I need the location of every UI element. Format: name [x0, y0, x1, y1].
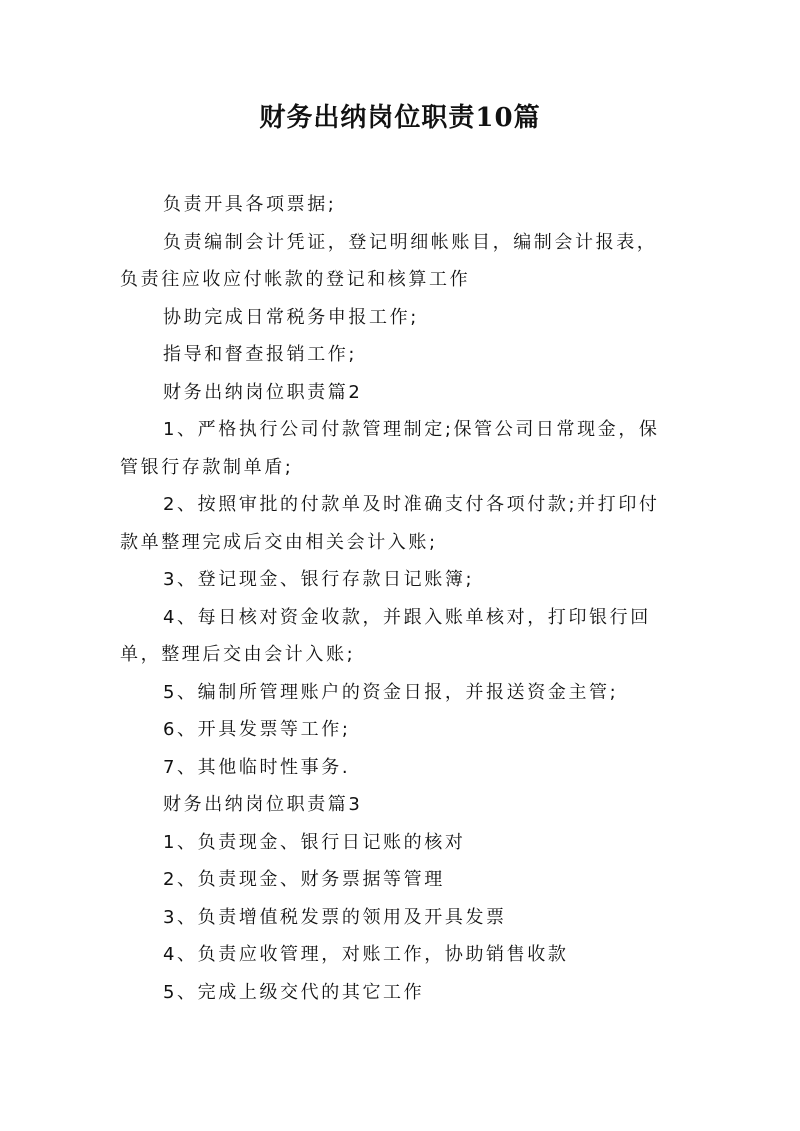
document-title: 财务出纳岗位职责10篇 [259, 103, 541, 133]
paragraph [120, 186, 685, 224]
list-item [120, 711, 685, 749]
paragraph-line: 6、开具发票等工作; [163, 719, 351, 740]
paragraph-line: 财务出纳岗位职责篇3 [163, 794, 363, 815]
paragraph-line: 3、登记现金、银行存款日记账簿; [163, 569, 475, 590]
list-item [120, 974, 685, 1012]
paragraph-line: 1、负责现金、银行日记账的核对 [163, 831, 466, 853]
paragraph [120, 299, 685, 337]
list-item [120, 861, 685, 899]
paragraph-line: 财务出纳岗位职责篇2 [163, 381, 363, 403]
section-heading [120, 374, 685, 412]
paragraph [120, 336, 685, 374]
section-heading [120, 786, 685, 824]
paragraph-line: 7、其他临时性事务. [163, 756, 351, 778]
list-item [120, 936, 685, 974]
paragraph-line: 款单整理完成后交由相关会计入账; [120, 531, 438, 553]
paragraph-line: 1、严格执行公司付款管理制定;保管公司日常现金，保 [163, 419, 660, 440]
paragraph-line: 3、负责增值税发票的领用及开具发票 [163, 906, 507, 928]
list-item [120, 674, 685, 712]
list-item [120, 411, 685, 486]
paragraph-line: 2、负责现金、财务票据等管理 [163, 869, 445, 890]
paragraph-line: 4、负责应收管理，对账工作，协助销售收款 [163, 944, 569, 965]
paragraph-line: 单，整理后交由会计入账; [120, 644, 356, 665]
paragraph-line: 负责开具各项票据; [163, 194, 337, 215]
paragraph-line: 负责编制会计凭证，登记明细帐账目，编制会计报表， [163, 231, 658, 253]
list-item [120, 899, 685, 937]
paragraph-line: 协助完成日常税务申报工作; [163, 306, 419, 328]
document-body [120, 186, 685, 1011]
paragraph-line: 5、编制所管理账户的资金日报，并报送资金主管; [163, 681, 619, 703]
list-item [120, 599, 685, 674]
list-item [120, 486, 685, 561]
list-item [120, 749, 685, 787]
paragraph-line: 指导和督查报销工作; [163, 344, 358, 365]
paragraph-line: 5、完成上级交代的其它工作 [163, 981, 425, 1003]
paragraph-line: 管银行存款制单盾; [120, 456, 294, 478]
paragraph-line: 4、每日核对资金收款，并跟入账单核对，打印银行回 [163, 606, 651, 628]
paragraph [120, 224, 685, 299]
list-item [120, 824, 685, 862]
list-item [120, 561, 685, 599]
paragraph-line: 负责往应收应付帐款的登记和核算工作 [120, 269, 471, 290]
paragraph-line: 2、按照审批的付款单及时准确支付各项付款;并打印付 [163, 494, 660, 515]
